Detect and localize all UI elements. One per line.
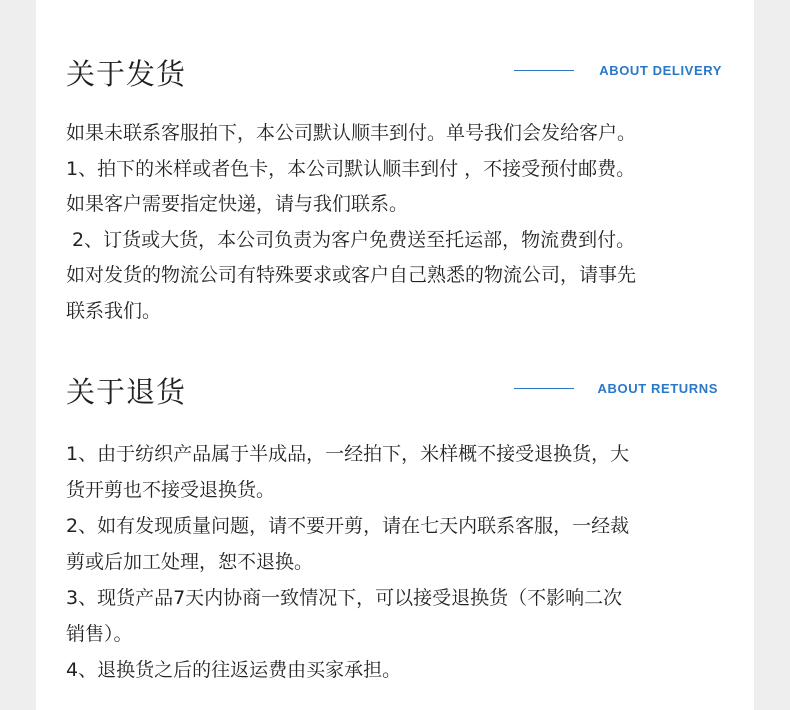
returns-line: 3、现货产品7天内协商一致情况下，可以接受退换货（不影响二次 xyxy=(66,587,623,609)
returns-body xyxy=(66,436,726,688)
delivery-line: 1、拍下的米样或者色卡，本公司默认顺丰到付 ，不接受预付邮费。 xyxy=(66,157,636,180)
returns-section xyxy=(66,370,726,688)
returns-line: 销售）。 xyxy=(66,623,133,645)
returns-line: 2、如有发现质量问题，请不要开剪，请在七天内联系客服，一经裁 xyxy=(66,515,630,537)
delivery-header xyxy=(66,52,726,96)
returns-line: 1、由于纺织产品属于半成品，一经拍下，米样概不接受退换货，大 xyxy=(66,443,630,465)
returns-line: 货开剪也不接受退换货。 xyxy=(66,479,276,501)
delivery-line: 2、订货或大货，本公司负责为客户免费送至托运部，物流费到付。 xyxy=(66,228,636,251)
delivery-line: 如果客户需要指定快递，请与我们联系。 xyxy=(66,193,409,215)
delivery-header-rule xyxy=(514,70,574,71)
delivery-line: 如对发货的物流公司有特殊要求或客户自己熟悉的物流公司，请事先 xyxy=(66,264,637,286)
policy-card xyxy=(36,0,754,710)
returns-header xyxy=(66,370,726,414)
delivery-body xyxy=(66,116,726,329)
returns-line: 剪或后加工处理，恕不退换。 xyxy=(66,551,314,573)
delivery-title: 关于发货 xyxy=(66,57,187,91)
returns-line: 4、退换货之后的往返运费由买家承担。 xyxy=(66,659,402,681)
returns-subtitle-en: ABOUT RETURNS xyxy=(597,381,718,396)
returns-title: 关于退货 xyxy=(66,375,187,409)
delivery-subtitle-en: ABOUT DELIVERY xyxy=(599,63,722,78)
delivery-line: 如果未联系客服拍下，本公司默认顺丰到付。单号我们会发给客户。 xyxy=(66,122,637,144)
delivery-section xyxy=(66,52,726,329)
returns-header-rule xyxy=(514,388,574,389)
delivery-line: 联系我们。 xyxy=(66,299,162,322)
